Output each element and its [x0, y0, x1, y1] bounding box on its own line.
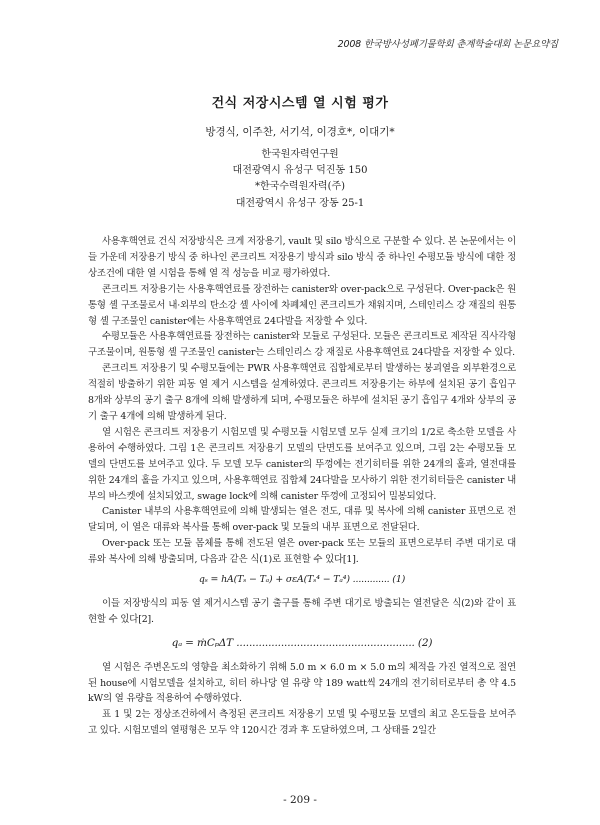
paragraph: 수평모듈은 사용후핵연료를 장전하는 canister와 모듈로 구성된다. 모듈은 콘크리트로 제작된 직사각형 구조물이며, 원통형 셸 구조물인 canister는 스테인리스 강 재질로 사용후핵연료 24다발을 저장할 수 있다.: [88, 331, 516, 359]
affiliation-line: 대전광역시 유성구 덕진동 150: [232, 165, 368, 177]
page-number: - 209 -: [283, 794, 317, 806]
paragraph: 사용후핵연료 건식 저장방식은 크게 저장용기, vault 및 silo 방식으로 구분할 수 있다. 본 논문에서는 이들 가운데 저장용기 방식 중 하나인 콘크리트 저장용기 방식과 silo 방식 중 하나인 수평모듈 방식에 대한 정상조건에 대한 열 시험을 통해 열 적 성능을 비교 평가하였다.: [88, 236, 516, 279]
running-header: 2008 한국방사성폐기물학회 춘계학술대회 논문요약집: [337, 39, 558, 50]
paper-title: 건식 저장시스템 열 시험 평가: [211, 96, 389, 111]
affiliations: [0, 147, 600, 212]
paragraph: 열 시험은 콘크리트 저장용기 시험모델 및 수평모듈 시험모델 모두 실제 크기의 1/2로 축소한 모델을 사용하여 수행하였다. 그림 1은 콘크리트 저장용기 모델의 단면도를 보여주고 있으며, 그림 2는 수평모듈 모델의 단면도를 보여주고 있다. 두 모델 모두 canister의 뚜껑에는 전기히터를 위한 24개의 홀과, 열전대를 위한 24개의 홀을 가지고 있으며, 사용후핵연료 집합체 24다발을 모사하기 위한 전기히터들은 canister 내부의 바스켓에 설치되었고, swage lock에 의해 canister 뚜껑에 고정되어 밀봉되었다.: [88, 426, 516, 502]
equation-1: qₛ = hA(Tₛ − Tₐ) + σεA(Tₛ⁴ − Tₐ⁴) ............. (1): [198, 574, 406, 586]
body-text: [88, 234, 516, 739]
paragraph: 표 1 및 2는 정상조건하에서 측정된 콘크리트 저장용기 모델 및 수평모듈 모델의 최고 온도들을 보여주고 있다. 시험모델의 열평형은 모두 약 120시간 경과 후 도달하였으며, 그 상태를 2일간: [88, 709, 516, 737]
paragraph: 열 시험은 주변온도의 영향을 최소화하기 위해 5.0 m × 6.0 m × 5.0 m의 체적을 가진 열적으로 절연된 house에 시험모델을 설치하고, 히터 하나당 열 유량 약 189 watt씩 24개의 전기히터로부터 총 약 4.5 kW의 열 유량을 적용하여 수행하였다.: [88, 661, 516, 705]
equation-2: qₐ = ṁCₚΔT ........................................................ (2): [171, 636, 433, 649]
affiliation-line: *한국수력원자력(주): [254, 181, 346, 193]
paragraph: 콘크리트 저장용기 및 수평모듈에는 PWR 사용후핵연료 집합체로부터 발생하는 붕괴열을 외부환경으로 적절히 방출하기 위한 피동 열 제거 시스템을 설계하였다. 콘크리트 저장용기는 하부에 설치된 공기 흡입구 8개와 상부의 공기 출구 8개에 의해 발생하게 되며, 수평모듈은 하부에 설치된 공기 흡입구 4개와 상부의 공기 출구 4개에 의해 발생하게 된다.: [88, 363, 516, 422]
affiliation-line: 대전광역시 유성구 장동 25-1: [235, 197, 365, 209]
paragraph: Canister 내부의 사용후핵연료에 의해 발생되는 열은 전도, 대류 및 복사에 의해 canister 표면으로 전달되며, 이 열은 대류와 복사를 통해 over-pack 및 모듈의 내부 표면으로 전달된다.: [88, 506, 516, 534]
paragraph: Over-pack 또는 모듈 몸체를 통해 전도된 열은 over-pack 또는 모듈의 표면으로부터 주변 대기로 대류와 복사에 의해 방출되며, 다음과 같은 식(1)로 표현할 수 있다[1].: [88, 538, 516, 566]
paragraph: 이들 저장방식의 피동 열 제거시스템 공기 출구를 통해 주변 대기로 방출되는 열전달은 식(2)와 같이 표현할 수 있다[2].: [88, 597, 516, 625]
affiliation-line: 한국원자력연구원: [261, 149, 339, 160]
author-list: 방경식, 이주찬, 서기석, 이경호*, 이대기*: [205, 126, 395, 138]
paragraph: 콘크리트 저장용기는 사용후핵연료를 장전하는 canister와 over-pack으로 구성된다. Over-pack은 원통형 셸 구조물로서 내·외부의 탄소강 셸 사이에 차폐체인 콘크리트가 채워지며, 스테인리스 강 재질의 원통형 셸 구조물인 canister에는 사용후핵연료 24다발을 저장할 수 있다.: [88, 283, 516, 327]
